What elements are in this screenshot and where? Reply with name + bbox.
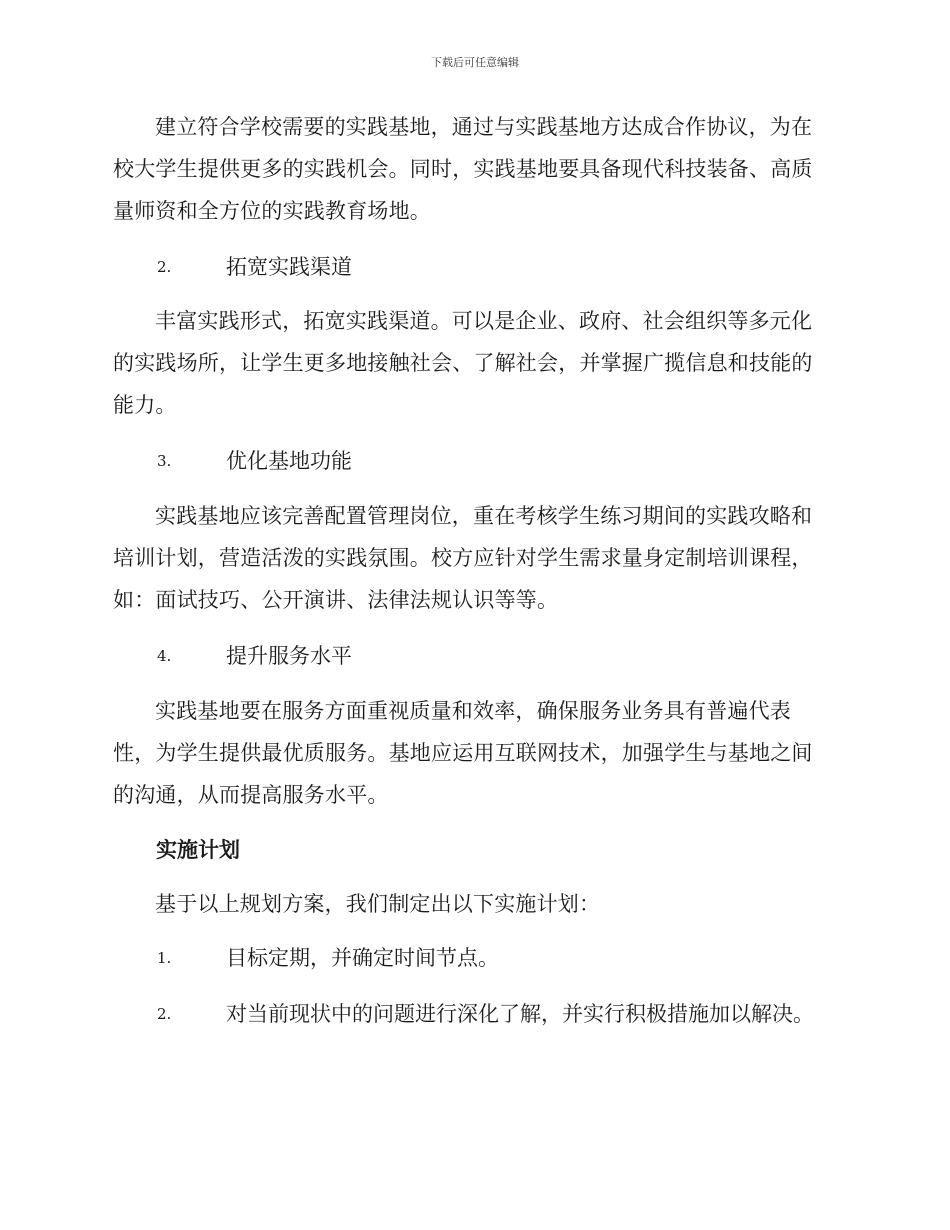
page-header: 下载后可任意编辑 bbox=[431, 56, 519, 69]
paragraph-text: 实践基地要在服务方面重视质量和效率，确保服务业务具有普遍代表性，为学生提供最优质服务。基地应运用互联网技术，加强学生与基地之间的沟通，从而提高服务水平。 bbox=[113, 699, 813, 807]
list-number: 2. bbox=[157, 1005, 172, 1023]
paragraph bbox=[113, 300, 833, 426]
paragraph bbox=[113, 495, 833, 621]
paragraph-text: 丰富实践形式，拓宽实践渠道。可以是企业、政府、社会组织等多元化的实践场所，让学生更多地接触社会、了解社会，并掌握广揽信息和技能的能力。 bbox=[113, 309, 813, 417]
list-number: 2. bbox=[157, 258, 172, 276]
paragraph bbox=[113, 690, 833, 816]
list-number: 1. bbox=[157, 949, 172, 967]
list-number: 3. bbox=[157, 452, 172, 470]
list-label: 目标定期，并确定时间节点。 bbox=[226, 946, 499, 970]
paragraph-text: 建立符合学校需要的实践基地，通过与实践基地方达成合作协议，为在校大学生提供更多的实践机会。同时，实践基地要具备现代科技装备、高质量师资和全方位的实践教育场地。 bbox=[113, 115, 813, 223]
section-heading: 实施计划 bbox=[156, 838, 240, 862]
paragraph bbox=[113, 883, 833, 925]
list-label: 拓宽实践渠道 bbox=[226, 255, 352, 279]
list-label: 优化基地功能 bbox=[226, 449, 352, 473]
list-number: 4. bbox=[157, 647, 172, 665]
list-label: 对当前现状中的问题进行深化了解，并实行积极措施加以解决。 bbox=[226, 1002, 814, 1026]
paragraph-text: 实践基地应该完善配置管理岗位，重在考核学生练习期间的实践攻略和培训计划，营造活泼的实践氛围。校方应针对学生需求量身定制培训课程，如：面试技巧、公开演讲、法律法规认识等等。 bbox=[113, 504, 813, 612]
paragraph bbox=[113, 106, 833, 232]
paragraph-text: 基于以上规划方案，我们制定出以下实施计划： bbox=[155, 892, 601, 916]
list-label: 提升服务水平 bbox=[226, 644, 352, 668]
